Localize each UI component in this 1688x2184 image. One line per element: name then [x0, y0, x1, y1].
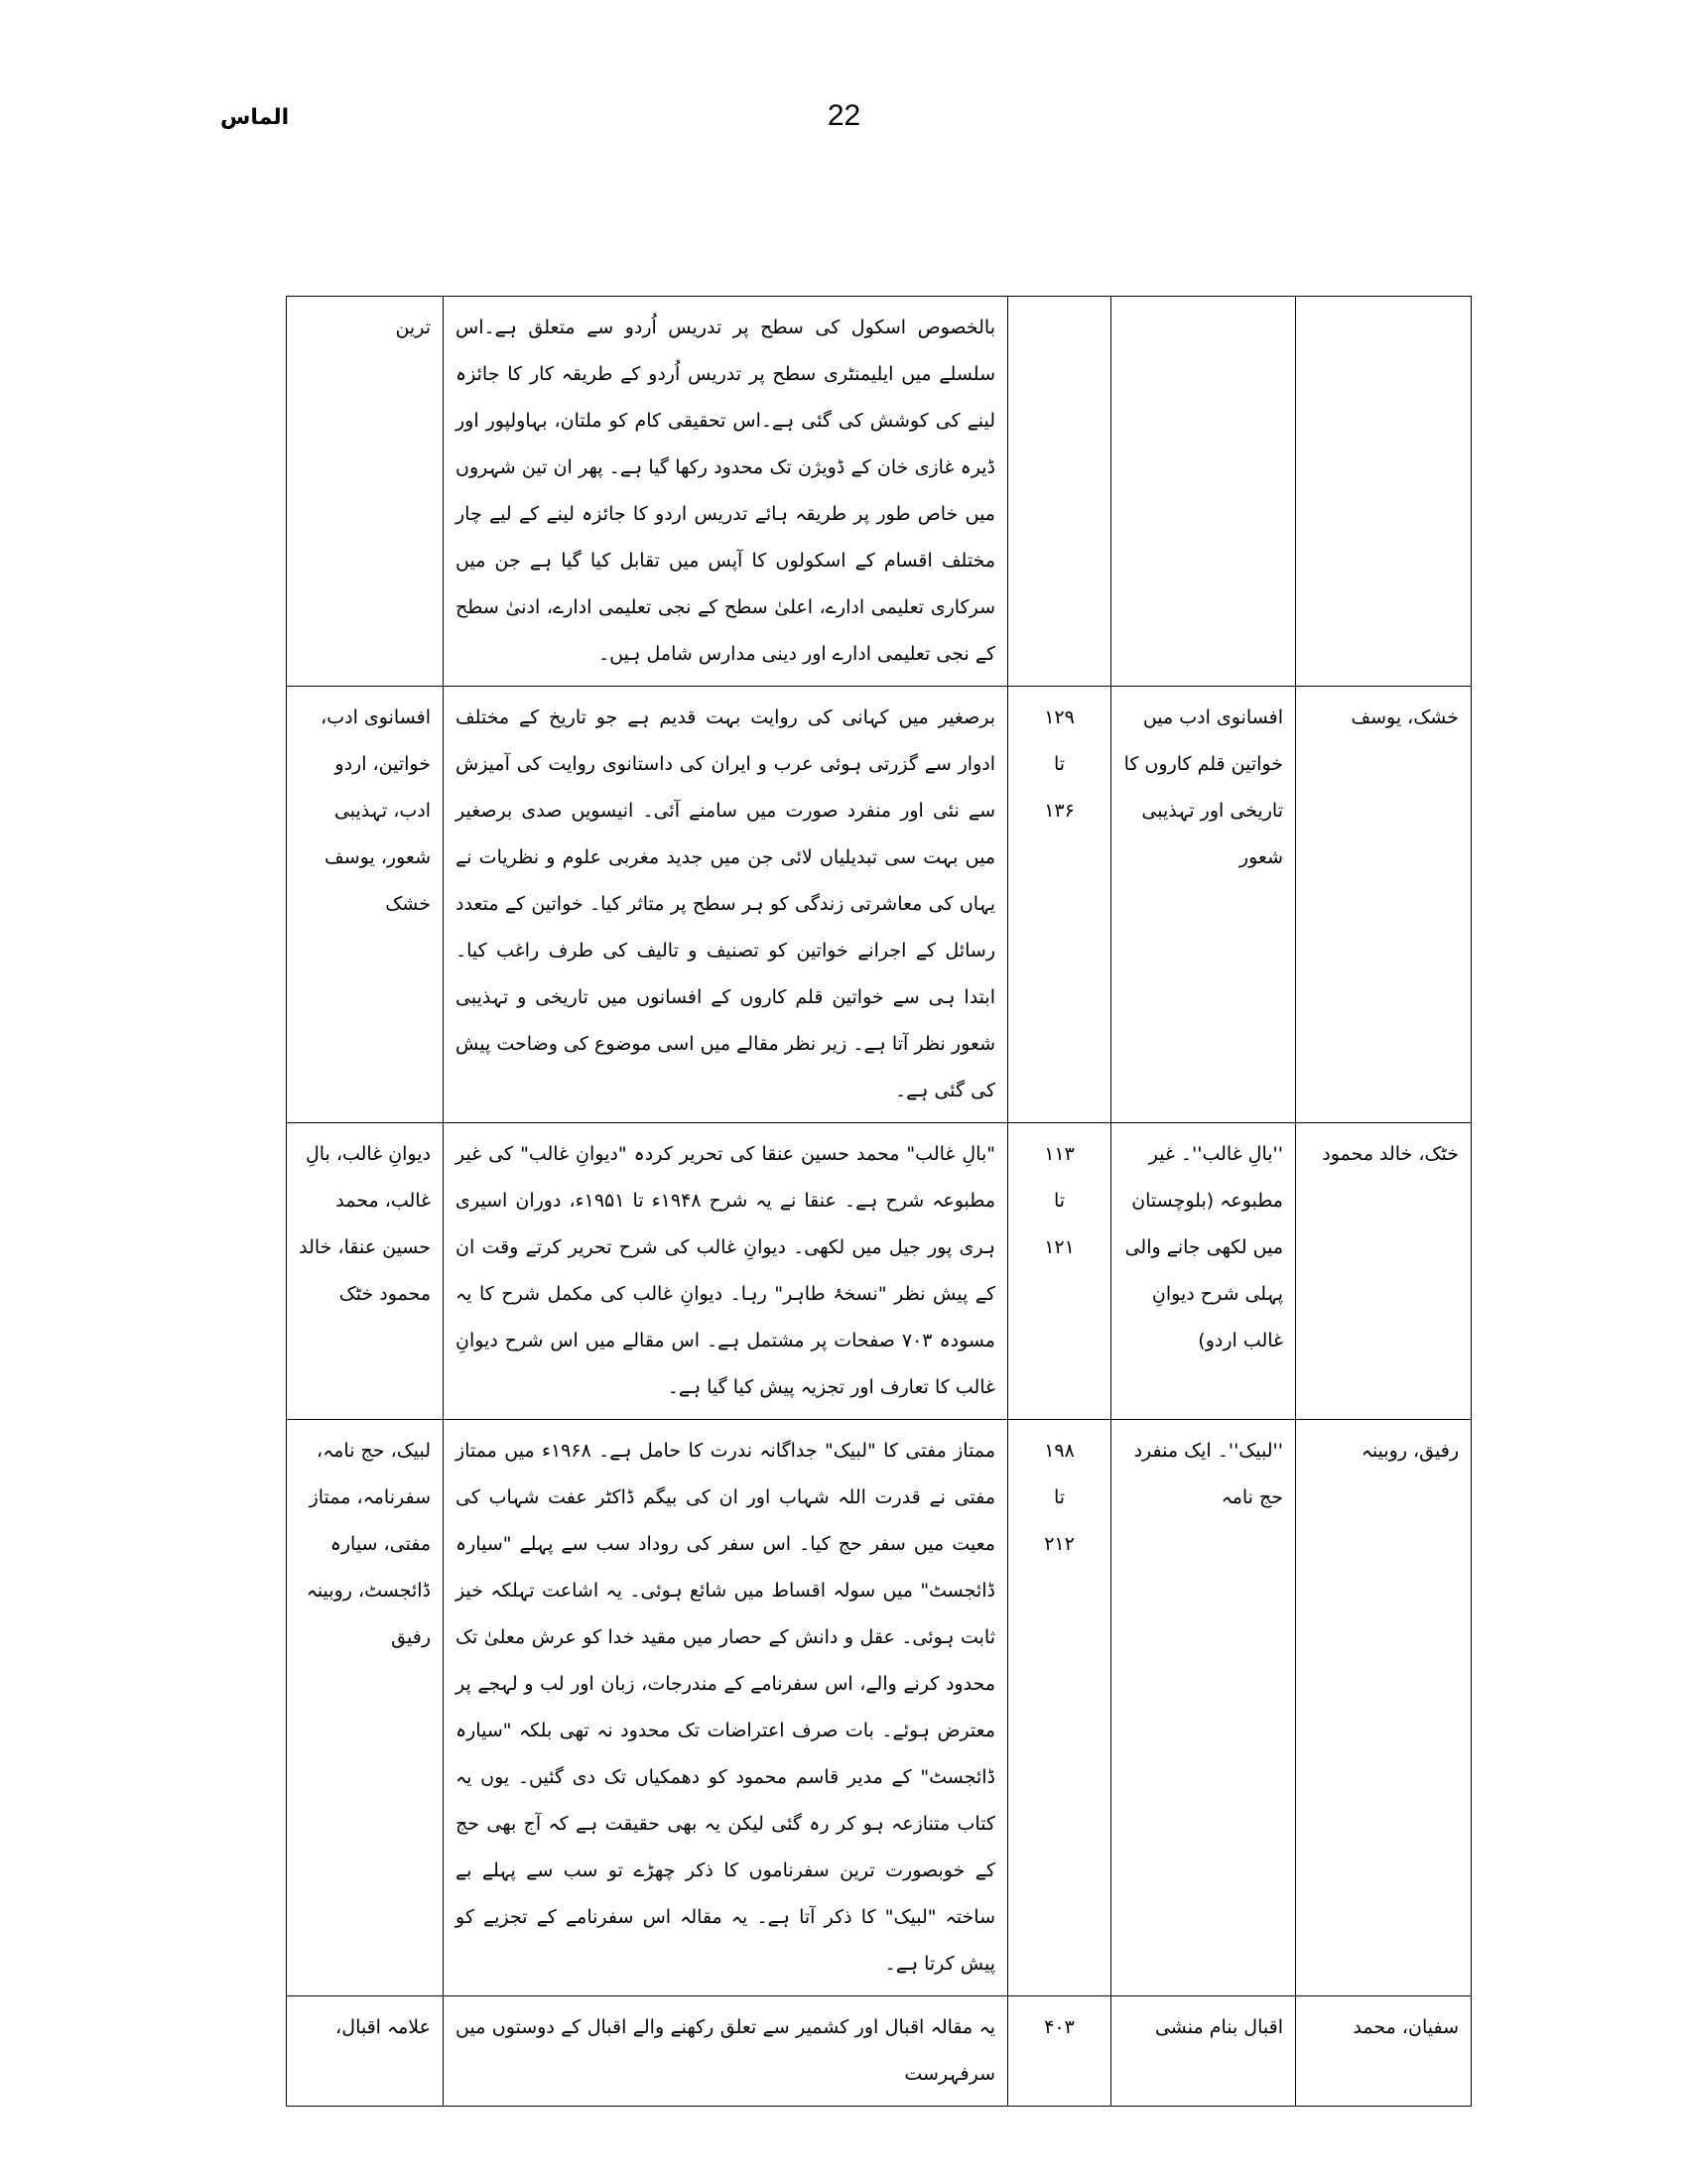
table-row	[287, 687, 1472, 1123]
journal-name: الماس	[220, 105, 290, 130]
keywords-cell: افسانوی ادب، خواتین، اردو ادب، تہذیبی شعور، یوسف خشک	[287, 687, 444, 1123]
page-end: ۱۳۶	[1044, 800, 1075, 822]
author-cell: رفیق، روبینہ	[1296, 1420, 1472, 1996]
pages-cell	[1008, 297, 1111, 687]
keywords-cell: دیوانِ غالب، بالِ غالب، محمد حسین عنقا، خالد محمود خٹک	[287, 1123, 444, 1420]
table-row	[287, 1123, 1472, 1420]
page-start: ۴۰۳	[1044, 2016, 1075, 2038]
page-start: ۱۱۳	[1044, 1143, 1075, 1165]
page-start: ۱۹۸	[1044, 1440, 1075, 1462]
page-start: ۱۲۹	[1044, 707, 1075, 728]
author-cell: خشک، یوسف	[1296, 687, 1472, 1123]
keywords-cell: لبیک، حج نامہ، سفرنامہ، ممتاز مفتی، سیارہ ڈائجسٹ، روبینہ رفیق	[287, 1420, 444, 1996]
page-end: ۱۲۱	[1044, 1236, 1075, 1258]
title-cell: اقبال بنام منشی	[1111, 1996, 1296, 2107]
table-row	[287, 1996, 1472, 2107]
keywords-cell: علامہ اقبال،	[287, 1996, 444, 2107]
pages-cell	[1008, 1996, 1111, 2107]
title-cell	[1111, 297, 1296, 687]
page-sep: تا	[1053, 1190, 1066, 1212]
abstract-cell: "بالِ غالب" محمد حسین عنقا کی تحریر کردہ "دیوانِ غالب" کی غیر مطبوعہ شرح ہے۔ عنقا نے یہ شرح ۱۹۴۸ء تا ۱۹۵۱ء، دوران اسیری ہری پور جیل میں لکھی۔ دیوانِ غالب کی شرح تحریر کرتے وقت ان کے پیش نظر "نسخۂ طاہر" رہا۔ دیوانِ غالب کی مکمل شرح کا یہ مسودہ ۷۰۳ صفحات پر مشتمل ہے۔ اس مقالے میں اس شرح دیوانِ غالب کا تعارف اور تجزیہ پیش کیا گیا ہے۔	[444, 1123, 1008, 1420]
pages-cell	[1008, 1123, 1111, 1420]
pages-cell	[1008, 687, 1111, 1123]
page-number: 22	[827, 99, 861, 132]
page-end: ۲۱۲	[1044, 1533, 1075, 1555]
table-row	[287, 1420, 1472, 1996]
title-cell: ''لبیک''۔ ایک منفرد حج نامہ	[1111, 1420, 1296, 1996]
author-cell: سفیان، محمد	[1296, 1996, 1472, 2107]
abstract-cell: ممتاز مفتی کا "لبیک" جداگانہ ندرت کا حامل ہے۔ ۱۹۶۸ء میں ممتاز مفتی نے قدرت اللہ شہاب اور ان کی بیگم ڈاکٹر عفت شہاب کی معیت میں سفر حج کیا۔ اس سفر کی روداد سب سے پہلے "سیارہ ڈائجسٹ" میں سولہ اقساط میں شائع ہوئی۔ یہ اشاعت تہلکہ خیز ثابت ہوئی۔ عقل و دانش کے حصار میں مقید خدا کو عرش معلیٰ تک محدود کرنے والے، اس سفرنامے کے مندرجات، زبان اور لب و لہجے پر معترض ہوئے۔ بات صرف اعتراضات تک محدود نہ تھی بلکہ "سیارہ ڈائجسٹ" کے مدیر قاسم محمود کو دھمکیاں تک دی گئیں۔ یوں یہ کتاب متنازعہ ہو کر رہ گئی لیکن یہ بھی حقیقت ہے کہ آج بھی حج کے خوبصورت ترین سفرناموں کا ذکر چھڑے تو سب سے پہلے بے ساختہ "لبیک" کا ذکر آتا ہے۔ یہ مقالہ اس سفرنامے کے تجزیے کو پیش کرتا ہے۔	[444, 1420, 1008, 1996]
keywords-cell: ترین	[287, 297, 444, 687]
title-cell: افسانوی ادب میں خواتین قلم کاروں کا تاریخی اور تہذیبی شعور	[1111, 687, 1296, 1123]
abstract-cell: یہ مقالہ اقبال اور کشمیر سے تعلق رکھنے والے اقبال کے دوستوں میں سرفہرست	[444, 1996, 1008, 2107]
page-sep: تا	[1053, 1486, 1066, 1508]
author-cell	[1296, 297, 1472, 687]
author-cell: خٹک، خالد محمود	[1296, 1123, 1472, 1420]
pages-cell	[1008, 1420, 1111, 1996]
page-header	[0, 99, 1688, 139]
abstract-cell: بالخصوص اسکول کی سطح پر تدریس اُردو سے متعلق ہے۔اس سلسلے میں ایلیمنٹری سطح پر تدریس اُردو کے طریقہ کار کا جائزہ لینے کی کوشش کی گئی ہے۔اس تحقیقی کام کو ملتان، بہاولپور اور ڈیرہ غازی خان کے ڈویژن تک محدود رکھا گیا ہے۔ پھر ان تین شہروں میں خاص طور پر طریقہ ہائے تدریس اردو کا جائزہ لینے کے لیے چار مختلف اقسام کے اسکولوں کا آپس میں تقابل کیا گیا ہے جن میں سرکاری تعلیمی ادارے، اعلیٰ سطح کے نجی تعلیمی ادارے، ادنیٰ سطح کے نجی تعلیمی ادارے اور دینی مدارس شامل ہیں۔	[444, 297, 1008, 687]
page-sep: تا	[1053, 753, 1066, 775]
catalog-table	[286, 296, 1472, 2107]
abstract-cell: برصغیر میں کہانی کی روایت بہت قدیم ہے جو تاریخ کے مختلف ادوار سے گزرتی ہوئی عرب و ایران کی داستانوی روایت کی آمیزش سے نئی اور منفرد صورت میں سامنے آئی۔ انیسویں صدی برصغیر میں بہت سی تبدیلیاں لائی جن میں جدید مغربی علوم و نظریات نے یہاں کی معاشرتی زندگی کو ہر سطح پر متاثر کیا۔ خواتین کے متعدد رسائل کے اجرانے خواتین کو تصنیف و تالیف کی طرف راغب کیا۔ ابتدا ہی سے خواتین قلم کاروں کے افسانوں میں تاریخی و تہذیبی شعور نظر آتا ہے۔ زیر نظر مقالے میں اسی موضوع کی وضاحت پیش کی گئی ہے۔	[444, 687, 1008, 1123]
table-row	[287, 297, 1472, 687]
title-cell: ''بالِ غالب''۔ غیر مطبوعہ (بلوچستان میں لکھی جانے والی پہلی شرح دیوانِ غالب اردو)	[1111, 1123, 1296, 1420]
